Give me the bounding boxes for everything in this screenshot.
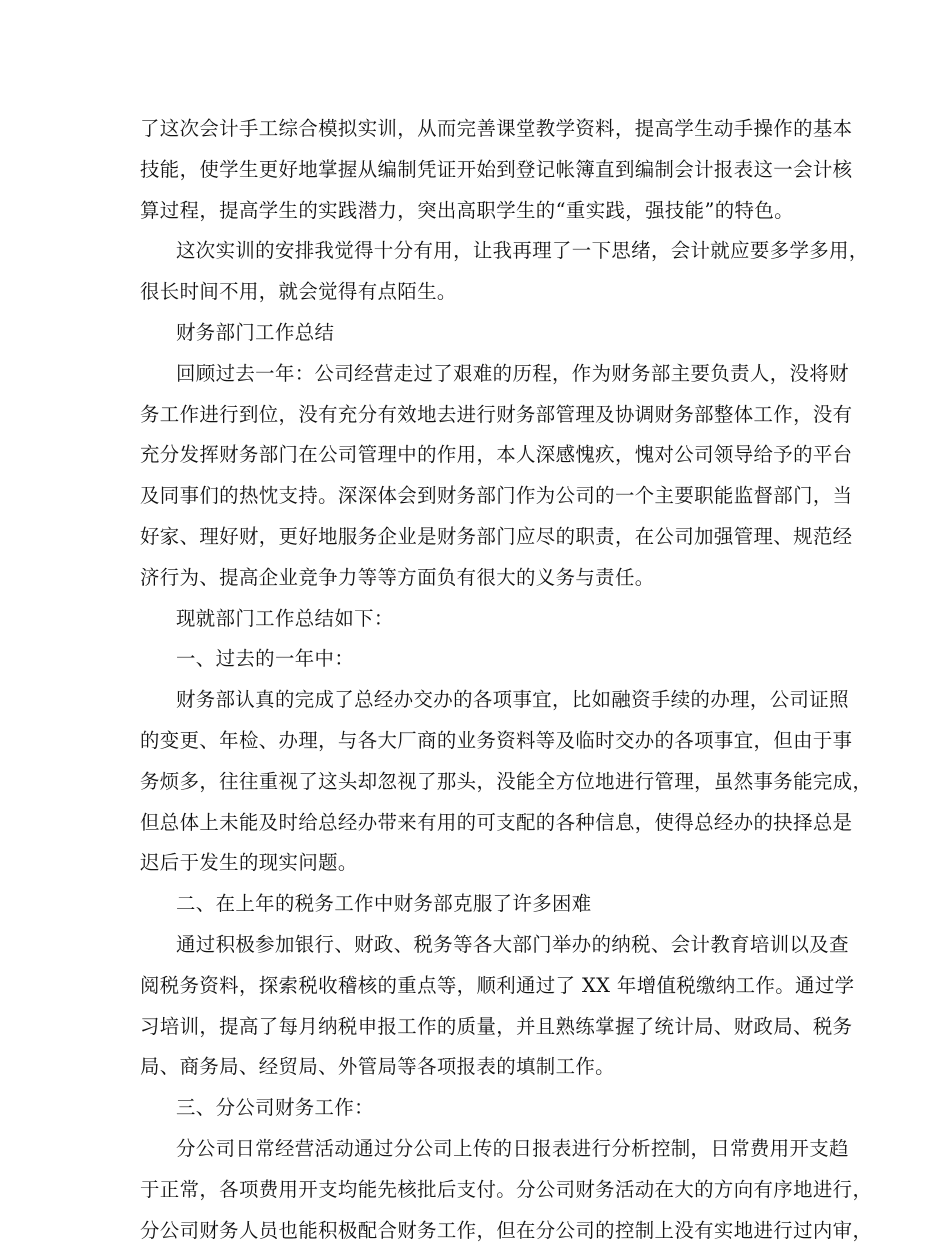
- text-line: 一、过去的一年中：: [176, 647, 355, 671]
- text-line: 财务部认真的完成了总经办交办的各项事宜，比如融资手续的办理，公司证照: [176, 688, 849, 712]
- text-line: 通过积极参加银行、财政、税务等各大部门举办的纳税、会计教育培训以及查: [176, 932, 849, 956]
- text-line: 习培训，提高了每月纳税申报工作的质量，并且熟练掌握了统计局、财政局、税务: [140, 1014, 853, 1038]
- text-line: 济行为、提高企业竞争力等等方面负有很大的义务与责任。: [140, 565, 655, 589]
- text-line: 于正常，各项费用开支均能先核批后支付。分公司财务活动在大的方向有序地进行，: [140, 1177, 873, 1201]
- text-line: 的变更、年检、办理，与各大厂商的业务资料等及临时交办的各项事宜，但由于事: [140, 728, 853, 752]
- text-line: 了这次会计手工综合模拟实训，从而完善课堂教学资料，提高学生动手操作的基本: [140, 117, 853, 140]
- text-line: 这次实训的安排我觉得十分有用，让我再理了一下思绪，会计就应要多学多用，: [176, 239, 869, 263]
- text-line: 务工作进行到位，没有充分有效地去进行财务部管理及协调财务部整体工作，没有: [140, 402, 853, 426]
- text-line: 算过程，提高学生的实践潜力，突出高职学生的“重实践，强技能”的特色。: [140, 198, 794, 222]
- text-line: 分公司财务人员也能积极配合财务工作，但在分公司的控制上没有实地进行过内审，: [140, 1218, 873, 1242]
- text-line: 二、在上年的税务工作中财务部克服了许多困难: [176, 892, 592, 916]
- text-line: 回顾过去一年：公司经营走过了艰难的历程，作为财务部主要负责人，没将财: [176, 361, 849, 385]
- text-line: 阅税务资料，探索税收稽核的重点等，顺利通过了 XX 年增值税缴纳工作。通过学: [140, 973, 855, 997]
- document-body: [140, 109, 873, 1251]
- text-line: 现就部门工作总结如下：: [176, 606, 394, 630]
- text-line: 局、商务局、经贸局、外管局等各项报表的填制工作。: [140, 1055, 615, 1079]
- text-line: 三、分公司财务工作：: [176, 1096, 374, 1120]
- text-line: 好家、理好财，更好地服务企业是财务部门应尽的职责，在公司加强管理、规范经: [140, 524, 853, 548]
- text-line: 迟后于发生的现实问题。: [140, 851, 358, 875]
- text-line: 务烦多，往往重视了这头却忽视了那头，没能全方位地进行管理，虽然事务能完成，: [140, 769, 873, 793]
- text-line: 充分发挥财务部门在公司管理中的作用，本人深感愧疚，愧对公司领导给予的平台: [140, 443, 853, 467]
- text-line: 很长时间不用，就会觉得有点陌生。: [140, 280, 457, 304]
- text-line: 但总体上未能及时给总经办带来有用的可支配的各种信息，使得总经办的抉择总是: [140, 810, 853, 834]
- text-line: 技能，使学生更好地掌握从编制凭证开始到登记帐簿直到编制会计报表这一会计核: [140, 157, 853, 181]
- text-line: 及同事们的热忱支持。深深体会到财务部门作为公司的一个主要职能监督部门，当: [140, 484, 853, 508]
- text-line: 财务部门工作总结: [176, 320, 335, 344]
- text-line: 分公司日常经营活动通过分公司上传的日报表进行分析控制，日常费用开支趋: [176, 1136, 849, 1160]
